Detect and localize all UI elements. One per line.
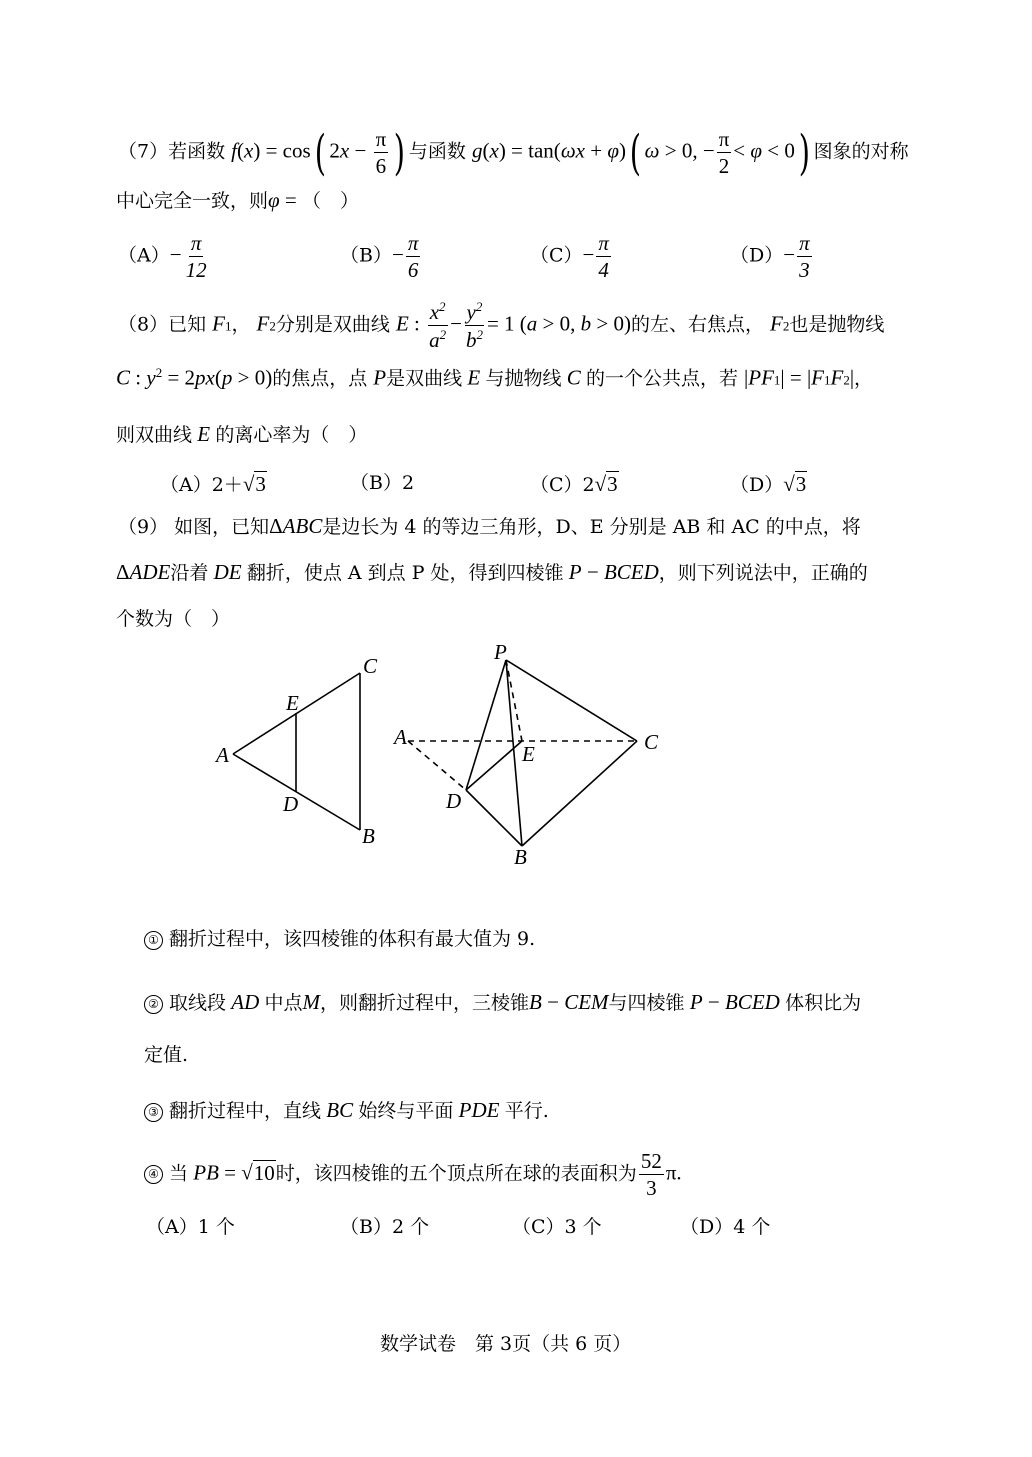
q7-line1: （7）若函数 f(x) = cos( 2x − $\frac{\pi}{6}$ ) 与函数 g(x) = tan(ωx + φ)( ω > 0, − $\frac{\pi}{2}$ < φ < 0) 图象的对称 [118, 124, 909, 181]
q9-statement-1: ① 翻折过程中，该四棱锥的体积有最大值为 9. [144, 930, 535, 950]
edge-DB [466, 790, 522, 846]
q8-option-a: （A）2＋√3 [160, 472, 266, 496]
q9-line3: 个数为（ ） [116, 608, 231, 630]
q8-option-c: （C）2√3 [530, 472, 618, 496]
q9-number: （9） [118, 516, 169, 538]
left-label-A: A [216, 743, 229, 767]
right-label-B: B [514, 845, 527, 869]
q7-option-c: （C）− $\frac{\pi}{4}$ [530, 231, 609, 283]
edge-PE [506, 660, 522, 741]
left-label-C: C [363, 654, 378, 678]
right-label-P: P [494, 640, 507, 664]
page-footer: 数学试卷 第 3页（共 6 页） [380, 1333, 632, 1355]
q9-option-a: （A）1 个 [146, 1216, 235, 1238]
q8-line2: C : $y^2 = 2px(p > 0)$的焦点，点 P是双曲线 E 与抛物线 C 的一个公共点，若 |PF1| = |F1F2|， [116, 365, 874, 390]
q9-statement-3: ③ 翻折过程中，直线 BC 始终与平面 PDE 平行. [144, 1100, 549, 1122]
edge-DE-solid [466, 741, 522, 790]
right-label-A: A [394, 725, 407, 749]
q9-option-d: （D）4 个 [680, 1216, 771, 1238]
q7-option-d: （D）− $\frac{\pi}{3}$ [730, 231, 810, 283]
right-label-C: C [644, 730, 659, 754]
q7-f-formula: f [231, 138, 237, 163]
circled-1-icon: ① [144, 931, 163, 950]
q8-line1: （8）已知 F1， F2分别是双曲线 E : $\frac{x^2}{a^2}$ − $\frac{y^2}{b^2}$ = 1 (a > 0, b > 0)的左、右焦点， F2也是抛物线 [118, 299, 885, 353]
left-label-E: E [286, 691, 299, 715]
left-label-D: D [283, 792, 299, 816]
left-label-B: B [362, 824, 375, 848]
q8-option-b: （B）2 [350, 472, 415, 494]
q9-statement-2: ② 取线段 AD 中点M，则翻折过程中，三棱锥B − CEM与四棱锥 P − BCED 体积比为 [144, 992, 861, 1014]
q9-statement-2-cont: 定值. [144, 1044, 189, 1066]
q9-line2: ΔADE沿着 DE 翻折，使点 A 到点 P 处，得到四棱锥 P − BCED，则下列说法中，正确的 [116, 560, 868, 584]
edge-PD [466, 660, 506, 790]
edge-PC [506, 660, 637, 741]
q7-option-a: （A）− $\frac{\pi}{12}$ [118, 231, 207, 283]
q9-statement-4: ④ 当 PB = √10时，该四棱锥的五个顶点所在球的表面积为 $\frac{52}{3}$ π. [144, 1150, 682, 1199]
circled-3-icon: ③ [144, 1103, 163, 1122]
q8-line3: 则双曲线 E 的离心率为（ ） [116, 422, 368, 446]
q9-figure [200, 640, 680, 880]
q7-line2: 中心完全一致，则φ = （ ） [116, 188, 359, 212]
circled-2-icon: ② [144, 995, 163, 1014]
q7-option-b: （B）− $\frac{\pi}{6}$ [340, 231, 419, 283]
right-label-D: D [446, 789, 462, 813]
q8-number: （8） [118, 313, 169, 336]
q9-option-c: （C）3 个 [512, 1216, 602, 1238]
q9-line1: （9） 如图，已知ΔABC是边长为 4 的等边三角形，D、E 分别是 AB 和 AC 的中点，将 [118, 514, 861, 538]
q7-number: （7） [118, 140, 169, 163]
q9-option-b: （B）2 个 [340, 1216, 430, 1238]
circled-4-icon: ④ [144, 1165, 163, 1184]
right-label-E: E [522, 742, 535, 766]
edge-BC [522, 741, 637, 846]
edge-AD-dashed [408, 741, 466, 790]
q8-option-d: （D）√3 [730, 472, 807, 496]
